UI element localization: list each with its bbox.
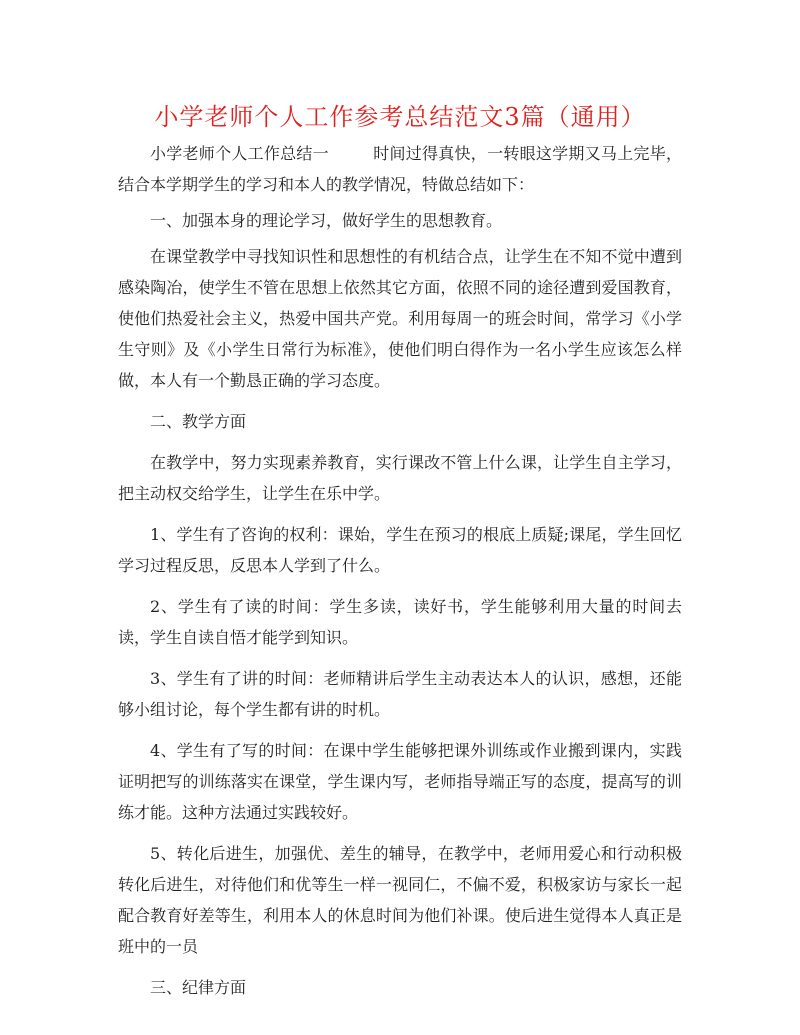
- section-3-heading: 三、纪律方面: [150, 978, 247, 997]
- document-body: [118, 138, 682, 1003]
- section-1-paragraph: 在课堂教学中寻找知识性和思想性的有机结合点，让学生在不知不觉中遭到感染陶冶，使学生不管在思想上依然其它方面，依照不同的途径遭到爱国教育，使他们热爱社会主义，热爱中国共产党。利用每周一的班会时间，常学习《小学生守则》及《小学生日常行为标准》，使他们明白得作为一名小学生应该怎么样做，本人有一个勤恳正确的学习态度。: [118, 247, 682, 390]
- section-2-paragraph: 在教学中，努力实现素养教育，实行课改不管上什么课，让学生自主学习，把主动权交给学生，让学生在乐中学。: [118, 453, 682, 503]
- intro-label: 小学老师个人工作总结一: [150, 144, 329, 163]
- list-item-3: 3、学生有了讲的时间：老师精讲后学生主动表达本人的认识，感想，还能够小组讨论，每个学生都有讲的时机。: [118, 669, 682, 719]
- list-item-5: 5、转化后进生，加强优、差生的辅导，在教学中，老师用爱心和行动积极转化后进生，对待他们和优等生一样一视同仁，不偏不爱，积极家访与家长一起配合教育好差等生，利用本人的休息时间为他们补课。使后进生觉得本人真正是班中的一员: [118, 844, 682, 956]
- document-title: 小学老师个人工作参考总结范文3篇（通用）: [154, 103, 646, 131]
- intro-text: 时间过得真快，一转眼这学期又马上完毕，结合本学期学生的学习和本人的教学情况，特做总结如下：: [118, 144, 682, 194]
- section-2-heading: 二、教学方面: [150, 412, 247, 431]
- section-1-heading: 一、加强本身的理论学习，做好学生的思想教育。: [150, 211, 503, 230]
- list-item-2: 2、学生有了读的时间：学生多读，读好书，学生能够利用大量的时间去读，学生自读自悟才能学到知识。: [118, 597, 682, 647]
- intro-paragraph: [118, 138, 682, 200]
- list-item-1: 1、学生有了咨询的权利：课始，学生在预习的根底上质疑;课尾，学生回忆学习过程反思，反思本人学到了什么。: [118, 525, 682, 575]
- list-item-4: 4、学生有了写的时间：在课中学生能够把课外训练或作业搬到课内，实践证明把写的训练落实在课堂，学生课内写，老师指导端正写的态度，提高写的训练才能。这种方法通过实践较好。: [118, 741, 682, 822]
